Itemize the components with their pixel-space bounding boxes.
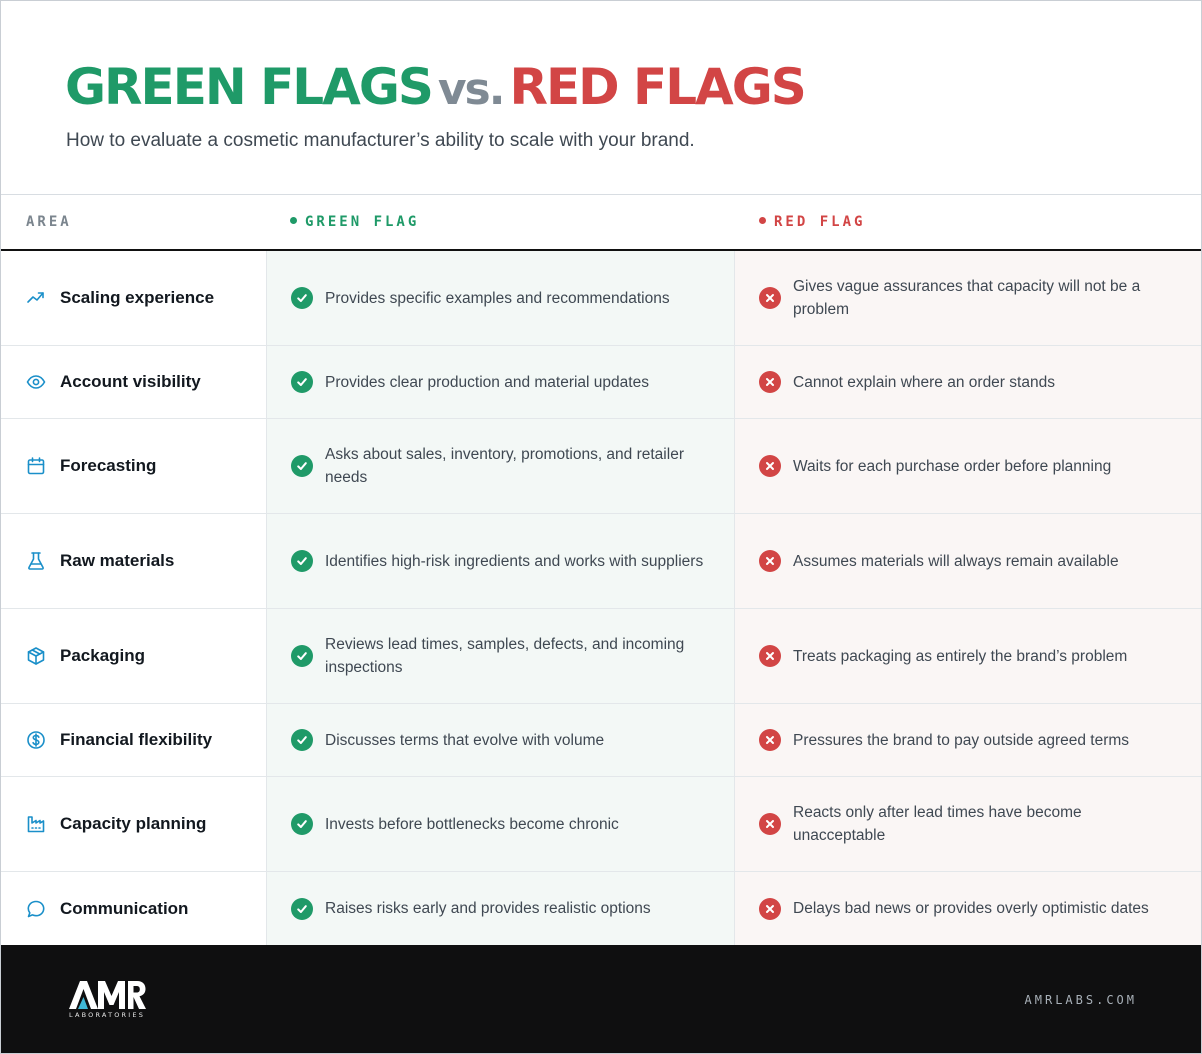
green-flag-cell — [266, 777, 734, 871]
column-header-red-label: RED FLAG — [774, 214, 866, 230]
factory-icon — [26, 814, 46, 834]
green-flag-cell — [266, 419, 734, 513]
green-flag-text: Discusses terms that evolve with volume — [325, 731, 605, 749]
check-icon — [291, 729, 313, 751]
x-icon — [759, 371, 781, 393]
page-title — [65, 57, 805, 120]
area-label: Packaging — [60, 646, 146, 665]
check-icon — [291, 287, 313, 309]
red-flag-cell — [734, 704, 1201, 776]
green-flag-cell — [266, 609, 734, 703]
red-flag-text: Waits for each purchase order before planning — [793, 457, 1112, 475]
box-icon — [26, 646, 46, 666]
dollar-circle-icon — [26, 730, 46, 750]
page-subtitle: How to evaluate a cosmetic manufacturer’s ability to scale with your brand. — [66, 130, 695, 151]
check-icon — [291, 455, 313, 477]
table-header — [1, 194, 1201, 251]
red-flag-cell — [734, 777, 1201, 871]
column-header-green — [290, 195, 419, 250]
footer — [1, 945, 1201, 1053]
red-flag-cell — [734, 872, 1201, 945]
area-cell — [1, 514, 266, 608]
table-row — [1, 777, 1201, 872]
green-flag-text: Asks about sales, inventory, promotions, and retailer needs — [325, 446, 684, 486]
area-cell — [1, 872, 266, 945]
check-icon — [291, 371, 313, 393]
red-flag-text: Treats packaging as entirely the brand’s problem — [793, 647, 1128, 665]
x-icon — [759, 729, 781, 751]
green-flag-text: Raises risks early and provides realistic options — [325, 900, 651, 917]
green-flag-cell — [266, 514, 734, 608]
logo-subtitle: LABORATORIES — [69, 1011, 146, 1019]
green-flag-cell — [266, 704, 734, 776]
green-flag-cell — [266, 251, 734, 345]
x-icon — [759, 455, 781, 477]
x-icon — [759, 898, 781, 920]
title-red: RED FLAGS — [509, 58, 805, 116]
green-flag-text: Provides clear production and material updates — [325, 373, 649, 391]
green-flag-text: Invests before bottlenecks become chronic — [325, 815, 619, 833]
red-flag-text: Reacts only after lead times have become unacceptable — [793, 804, 1082, 844]
x-icon — [759, 645, 781, 667]
green-dot-icon — [290, 217, 297, 224]
table-row — [1, 514, 1201, 609]
area-label: Forecasting — [60, 456, 157, 475]
calendar-icon — [26, 456, 46, 476]
area-label: Raw materials — [60, 551, 175, 570]
x-icon — [759, 287, 781, 309]
title-green: GREEN FLAGS — [65, 58, 432, 116]
red-flag-cell — [734, 346, 1201, 418]
area-cell — [1, 777, 266, 871]
red-flag-text: Gives vague assurances that capacity will not be a problem — [793, 278, 1141, 318]
area-cell — [1, 704, 266, 776]
table-row — [1, 419, 1201, 514]
area-cell — [1, 609, 266, 703]
green-flag-text: Reviews lead times, samples, defects, and incoming inspections — [325, 636, 685, 676]
table-row — [1, 346, 1201, 419]
red-flag-text: Pressures the brand to pay outside agreed terms — [793, 731, 1130, 749]
header — [1, 1, 1201, 194]
red-dot-icon — [759, 217, 766, 224]
flask-icon — [26, 551, 46, 571]
table-row — [1, 251, 1201, 346]
website-link[interactable]: AMRLABS.COM — [1024, 993, 1137, 1007]
red-flag-cell — [734, 419, 1201, 513]
red-flag-text: Delays bad news or provides overly optimistic dates — [793, 900, 1149, 917]
green-flag-cell — [266, 872, 734, 945]
table-row — [1, 872, 1201, 945]
check-icon — [291, 645, 313, 667]
red-flag-text: Assumes materials will always remain available — [793, 552, 1119, 570]
column-header-green-label: GREEN FLAG — [305, 214, 420, 230]
area-cell — [1, 346, 266, 418]
area-label: Communication — [60, 898, 189, 918]
green-flag-text: Identifies high-risk ingredients and works with suppliers — [325, 552, 704, 570]
area-label: Financial flexibility — [60, 730, 213, 749]
table-row — [1, 704, 1201, 777]
green-flag-text: Provides specific examples and recommendations — [325, 289, 670, 307]
chat-bubble-icon — [26, 899, 46, 919]
x-icon — [759, 813, 781, 835]
area-cell — [1, 251, 266, 345]
table-row — [1, 609, 1201, 704]
red-flag-text: Cannot explain where an order stands — [793, 373, 1055, 391]
red-flag-cell — [734, 251, 1201, 345]
green-flag-cell — [266, 346, 734, 418]
column-header-area: AREA — [26, 214, 72, 230]
column-header-red — [759, 195, 865, 250]
red-flag-cell — [734, 514, 1201, 608]
title-vs: vs. — [437, 64, 504, 115]
eye-icon — [26, 372, 46, 392]
red-flag-cell — [734, 609, 1201, 703]
check-icon — [291, 813, 313, 835]
area-label: Scaling experience — [60, 288, 215, 307]
x-icon — [759, 550, 781, 572]
area-label: Capacity planning — [60, 814, 207, 833]
check-icon — [291, 898, 313, 920]
trending-up-icon — [26, 288, 46, 308]
area-label: Account visibility — [60, 372, 201, 391]
area-cell — [1, 419, 266, 513]
check-icon — [291, 550, 313, 572]
